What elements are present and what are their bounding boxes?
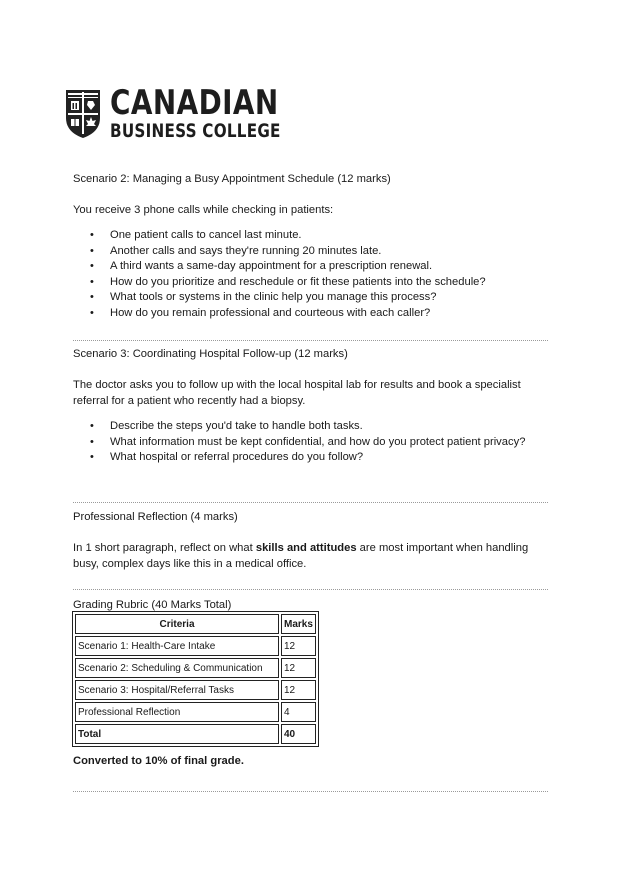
- total-row: [75, 724, 316, 744]
- column-header-marks: Marks: [281, 614, 316, 634]
- criteria-cell: Scenario 2: Scheduling & Communication: [75, 658, 279, 678]
- section-divider: [73, 589, 548, 590]
- grading-rubric-table: [72, 611, 319, 747]
- table-header-row: [75, 614, 316, 634]
- list-item: • What hospital or referral procedures do you follow?: [88, 450, 528, 466]
- reflection-text-start: In 1 short paragraph, reflect on what: [73, 542, 256, 554]
- list-item: • What tools or systems in the clinic help you manage this process?: [88, 290, 486, 306]
- rubric-heading: Grading Rubric (40 Marks Total): [73, 599, 232, 611]
- section-divider: [73, 340, 548, 341]
- marks-cell: 40: [281, 724, 316, 744]
- section-divider: [73, 791, 548, 792]
- college-crest-icon: [64, 88, 102, 140]
- marks-cell: 4: [281, 702, 316, 722]
- reflection-text-end: are most important when handling busy, complex days like this in a medical office.: [73, 542, 529, 570]
- scenario-3-list: [88, 419, 528, 466]
- college-logo: [64, 83, 323, 142]
- scenario-2-heading: Scenario 2: Managing a Busy Appointment Schedule (12 marks): [73, 173, 391, 185]
- list-item: • What information must be kept confidential, and how do you protect patient privacy?: [88, 435, 528, 451]
- column-header-criteria: Criteria: [75, 614, 279, 634]
- table-row: [75, 636, 316, 656]
- list-item: • Describe the steps you'd take to handle both tasks.: [88, 419, 528, 435]
- reflection-heading: Professional Reflection (4 marks): [73, 511, 238, 523]
- list-item: • How do you remain professional and courteous with each caller?: [88, 306, 486, 322]
- table-row: [75, 702, 316, 722]
- criteria-cell: Total: [75, 724, 279, 744]
- list-item: • One patient calls to cancel last minute.: [88, 228, 486, 244]
- criteria-cell: Professional Reflection: [75, 702, 279, 722]
- table-row: [75, 658, 316, 678]
- marks-cell: 12: [281, 658, 316, 678]
- table-row: [75, 680, 316, 700]
- scenario-3-intro: The doctor asks you to follow up with the local hospital lab for results and book a specialist referral for a patient who recently had a biopsy.: [73, 379, 521, 407]
- scenario-2-list: [88, 228, 486, 321]
- list-item: • How do you prioritize and reschedule or fit these patients into the schedule?: [88, 275, 486, 291]
- reflection-emphasis: skills and attitudes: [255, 542, 357, 554]
- criteria-cell: Scenario 1: Health-Care Intake: [75, 636, 279, 656]
- logo-wordmark-primary: CANADIAN: [110, 83, 279, 123]
- logo-wordmark-secondary: BUSINESS COLLEGE: [110, 120, 281, 142]
- scenario-3-heading: Scenario 3: Coordinating Hospital Follow-up (12 marks): [73, 348, 348, 360]
- reflection-text: [73, 540, 543, 572]
- scenario-2-intro: You receive 3 phone calls while checking in patients:: [73, 204, 334, 216]
- marks-cell: 12: [281, 680, 316, 700]
- list-item: • A third wants a same-day appointment for a prescription renewal.: [88, 259, 486, 275]
- list-item: • Another calls and says they're running 20 minutes late.: [88, 244, 486, 260]
- grade-conversion-note: Converted to 10% of final grade.: [73, 755, 244, 767]
- marks-cell: 12: [281, 636, 316, 656]
- section-divider: [73, 502, 548, 503]
- criteria-cell: Scenario 3: Hospital/Referral Tasks: [75, 680, 279, 700]
